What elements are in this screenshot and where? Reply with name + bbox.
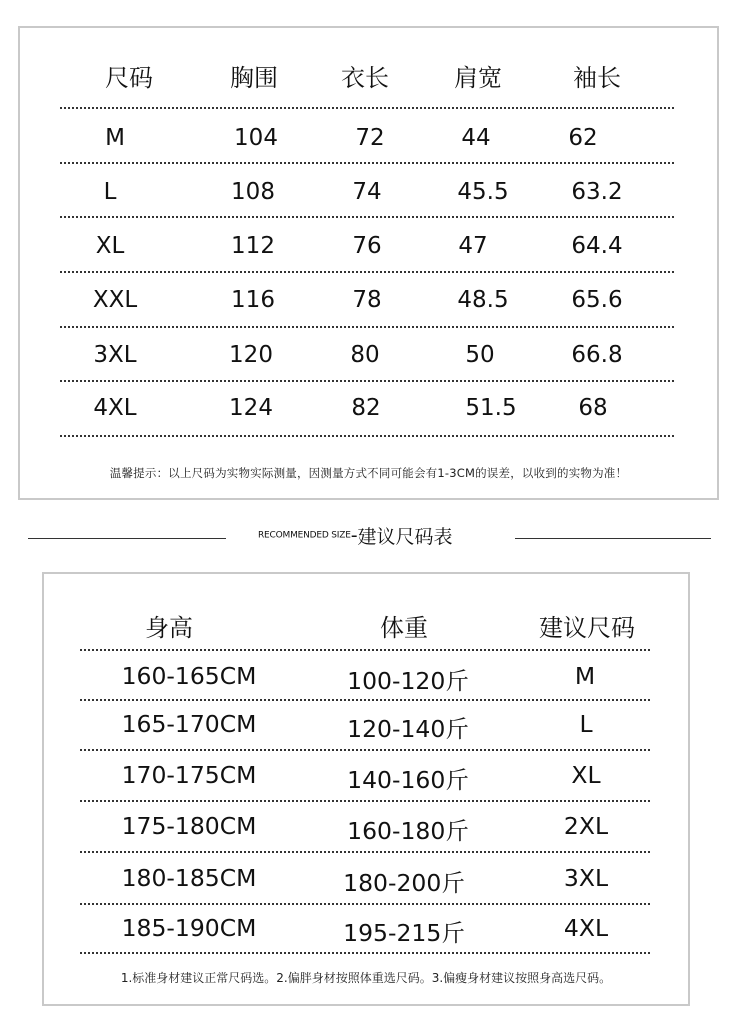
cell-size: XL [571, 761, 601, 789]
cell-size: 3XL [563, 864, 609, 892]
cell-size: XL [95, 233, 125, 259]
divider [60, 326, 674, 328]
cell-size: XXL [92, 287, 138, 313]
header-length: 衣长 [341, 64, 389, 92]
cell-size: 4XL [93, 395, 137, 421]
header-sleeve: 袖长 [573, 64, 621, 92]
cell-length: 76 [352, 233, 382, 259]
cell-weight: 120-140斤 [347, 715, 469, 743]
divider [60, 107, 674, 109]
divider [60, 271, 674, 273]
cell-sleeve: 66.8 [571, 342, 623, 368]
cell-weight: 140-160斤 [347, 766, 469, 794]
cell-weight: 100-120斤 [347, 667, 469, 695]
cell-sleeve: 65.6 [571, 287, 623, 313]
cell-length: 74 [352, 179, 382, 205]
cell-sleeve: 62 [568, 125, 598, 151]
cell-sleeve: 64.4 [571, 233, 623, 259]
cell-size: L [579, 710, 593, 738]
header-chest: 胸围 [230, 64, 278, 92]
cell-length: 82 [351, 395, 381, 421]
cell-length: 78 [352, 287, 382, 313]
cell-height: 180-185CM [121, 864, 257, 892]
divider [80, 800, 650, 802]
divider [80, 749, 650, 751]
cell-shoulder: 51.5 [465, 395, 517, 421]
cell-size: 2XL [563, 812, 609, 840]
title-chinese: 建议尺码表 [357, 526, 453, 548]
cell-shoulder: 50 [465, 342, 495, 368]
size-chart-panel [18, 26, 719, 500]
cell-chest: 108 [231, 179, 275, 205]
title-rule-left [28, 538, 226, 539]
title-rule-right [515, 538, 711, 539]
cell-weight: 180-200斤 [343, 869, 465, 897]
cell-height: 160-165CM [121, 662, 257, 690]
title-dash: - [350, 524, 358, 547]
cell-size: M [105, 125, 125, 151]
recommend-section-title [258, 522, 453, 549]
title-english: RECOMMENDED SIZE [258, 530, 351, 541]
cell-size: L [103, 179, 117, 205]
cell-length: 72 [355, 125, 385, 151]
header-size: 尺码 [105, 64, 153, 92]
divider [80, 903, 650, 905]
cell-size: 3XL [93, 342, 137, 368]
header-recommended-size: 建议尺码 [539, 614, 635, 642]
cell-height: 185-190CM [121, 914, 257, 942]
size-note: 温馨提示：以上尺码为实物实际测量，因测量方式不同可能会有1-3CM的误差，以收到的实物为准！ [109, 466, 628, 480]
cell-length: 80 [350, 342, 380, 368]
divider [60, 216, 674, 218]
cell-chest: 124 [229, 395, 273, 421]
divider [80, 699, 650, 701]
cell-sleeve: 63.2 [571, 179, 623, 205]
cell-shoulder: 48.5 [457, 287, 509, 313]
cell-shoulder: 44 [461, 125, 491, 151]
divider [80, 851, 650, 853]
cell-shoulder: 45.5 [457, 179, 509, 205]
cell-chest: 120 [229, 342, 273, 368]
cell-shoulder: 47 [458, 233, 488, 259]
cell-size: M [574, 662, 596, 690]
divider [60, 162, 674, 164]
header-height: 身高 [145, 614, 193, 642]
divider [60, 435, 674, 437]
recommend-note: 1.标准身材建议正常尺码选。2.偏胖身材按照体重选尺码。3.偏瘦身材建议按照身高选尺码。 [120, 971, 612, 985]
cell-height: 175-180CM [121, 812, 257, 840]
recommend-chart-panel [42, 572, 690, 1006]
cell-weight: 195-215斤 [343, 919, 465, 947]
header-shoulder: 肩宽 [454, 64, 502, 92]
cell-height: 165-170CM [121, 710, 257, 738]
cell-chest: 112 [231, 233, 275, 259]
cell-height: 170-175CM [121, 761, 257, 789]
cell-weight: 160-180斤 [347, 817, 469, 845]
divider [80, 952, 650, 954]
cell-chest: 104 [234, 125, 278, 151]
header-weight: 体重 [380, 614, 428, 642]
divider [60, 380, 674, 382]
divider [80, 649, 650, 651]
cell-sleeve: 68 [578, 395, 608, 421]
cell-chest: 116 [231, 287, 275, 313]
cell-size: 4XL [563, 914, 609, 942]
